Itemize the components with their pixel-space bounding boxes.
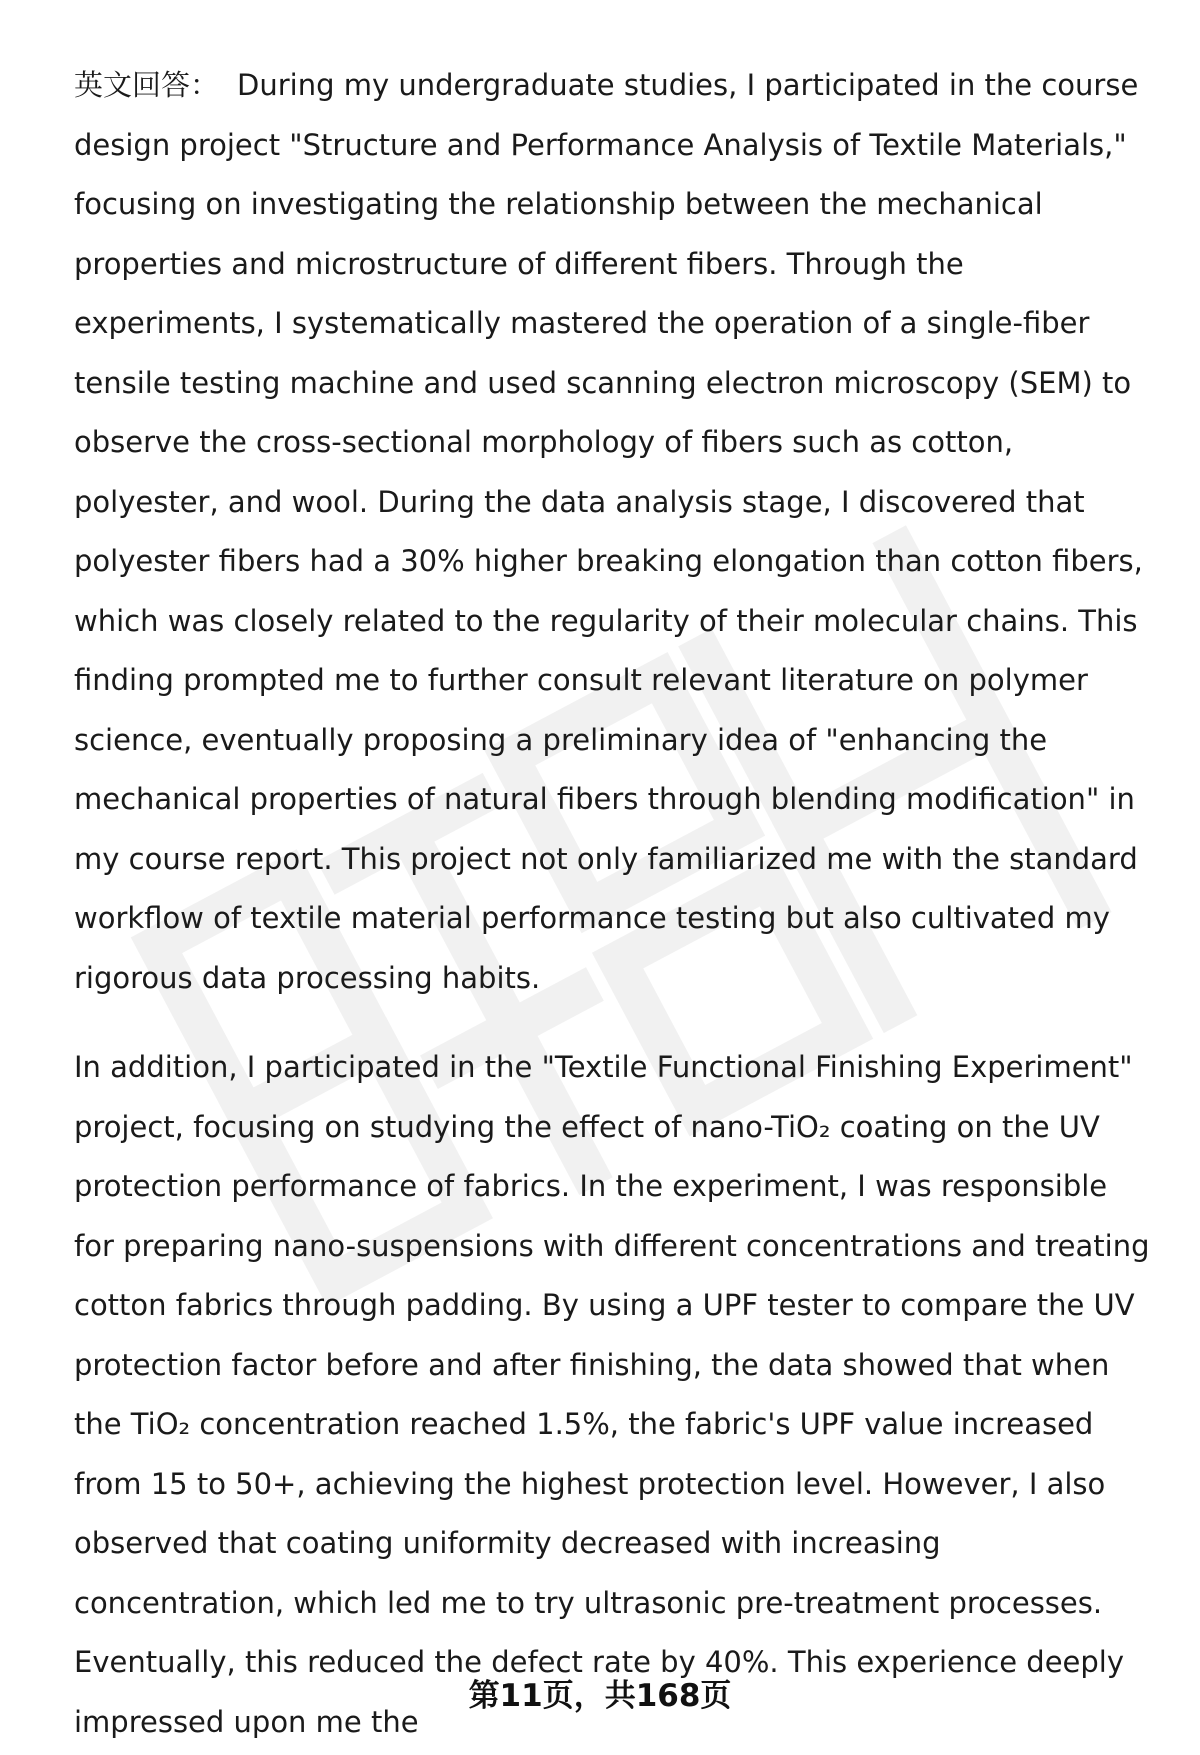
answer-label: 英文回答： <box>74 68 220 102</box>
paragraph-2-text: In addition, I participated in the "Textile Functional Finishing Experiment" project, focusing on studying the effect of nano-TiO₂ coating on the UV protection performance of fabrics. In the experiment, I was responsible for preparing nano-suspensions with different concentrations and treating cotton fabrics through padding. By using a UPF tester to compare the UV protection factor before and after finishing, the data showed that when the TiO₂ concentration reached 1.5%, the fabric's UPF value increased from 15 to 50+, achieving the highest protection level. However, I also observed that coating uniformity decreased with increasing concentration, which led me to try ultrasonic pre-treatment processes. Eventually, this reduced the defect rate by 40%. This experience deeply impressed upon me the <box>74 1050 1150 1739</box>
paragraph-2 <box>74 1038 1154 1752</box>
document-body <box>74 56 1154 1752</box>
paragraph-1-text: During my undergraduate studies, I participated in the course design project "Structure and Performance Analysis of Textile Materials," focusing on investigating the relationship between the mechanical properties and microstructure of different fibers. Through the experiments, I systematically mastered the operation of a single-fiber tensile testing machine and used scanning electron microscopy (SEM) to observe the cross-sectional morphology of fibers such as cotton, polyester, and wool. During the data analysis stage, I discovered that polyester fibers had a 30% higher breaking elongation than cotton fibers, which was closely related to the regularity of their molecular chains. This finding prompted me to further consult relevant literature on polymer science, eventually proposing a preliminary idea of "enhancing the mechanical properties of natural fibers through blending modification" in my course report. This project not only familiarized me with the standard workflow of textile material performance testing but also cultivated my rigorous data processing habits. <box>74 68 1143 995</box>
page-number-footer: 第11页，共168页 <box>468 1678 732 1714</box>
paragraph-1 <box>74 56 1154 1008</box>
